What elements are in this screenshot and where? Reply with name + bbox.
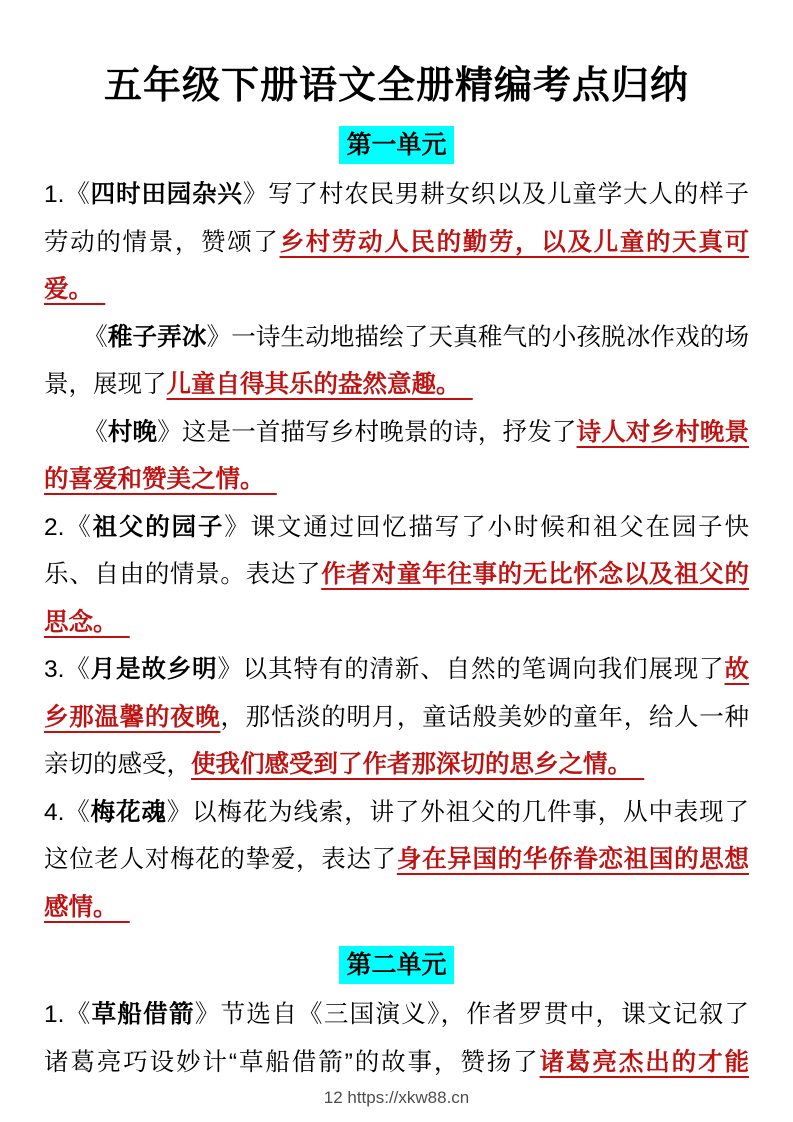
book-title-text: 四时田园杂兴 [90,181,243,208]
key-point-text: 作者对童年往事的无比怀念以及祖父的 [321,561,750,588]
text-line [44,836,749,884]
book-title-text: 月是故乡明 [90,656,218,683]
text-line [44,171,749,219]
body-text: 亲切的感受， [44,751,191,778]
document-body [44,126,749,1086]
text-line [44,694,749,742]
body-text: 《 [83,323,108,351]
key-point-text: 乡村劳动人民的勤劳，以及儿童的天真可 [279,228,750,256]
text-line [44,456,749,504]
body-text: 《 [83,418,108,446]
body-text: 》节选自《三国演义》，作者罗贯中，课文记叙了 [194,1001,750,1028]
text-line [44,991,749,1039]
body-text: 》这是一首描写乡村晚景的诗，抒发了 [157,418,577,446]
text-line [44,361,749,409]
text-line [44,409,749,457]
text-line [44,884,749,932]
key-point-text: 感情。 [44,893,130,921]
body-text: 这位老人对梅花的挚爱，表达了 [44,846,397,873]
body-text: 》以其特有的清新、自然的笔调向我们展现了 [217,656,725,683]
key-point-text: 诗人对乡村晚景 [576,418,750,446]
book-title-text: 祖父的园子 [92,513,225,541]
text-line [44,789,749,837]
text-line [44,266,749,314]
key-point-text: 的喜爱和赞美之情。 [44,466,277,493]
body-text: 劳动的情景，赞颂了 [44,228,280,256]
text-line [44,741,749,789]
book-title-text: 村晚 [107,418,158,446]
key-point-text: 诸葛亮杰出的才能 [539,1048,749,1076]
body-text: 诸葛亮巧设妙计“草船借箭”的故事，赞扬了 [44,1048,540,1076]
body-text: 》课文通过回忆描写了小时候和祖父在园子快 [224,513,750,541]
key-point-text: 故 [724,656,750,683]
key-point-text: 乡那温馨的夜晚 [44,703,221,731]
body-text: 4.《 [44,798,91,826]
body-text: 3.《 [44,656,91,683]
key-point-text: 使我们感受到了作者那深切的思乡之情。 [191,751,645,778]
body-text: 》写了村农民男耕女织以及儿童学大人的样子 [242,181,750,208]
book-title-text: 梅花魂 [90,798,167,826]
section-heading [44,946,749,988]
text-line [44,504,749,552]
body-text: 2.《 [44,513,93,541]
section-heading-label: 第一单元 [339,126,453,164]
text-line [44,646,749,694]
section-heading [44,126,749,168]
text-line [44,314,749,362]
body-text: ，那恬淡的明月，童话般美妙的童年，给人一种 [220,703,750,731]
body-text: 乐、自由的情景。表达了 [44,561,322,588]
text-line [44,1039,749,1087]
text-line [44,551,749,599]
body-text: 1.《 [44,181,91,208]
key-point-text: 爱。 [44,276,106,303]
body-text: 景，展现了 [44,371,167,398]
text-line [44,219,749,267]
body-text: 1.《 [44,1001,92,1028]
body-text: 》一诗生动地描绘了天真稚气的小孩脱冰作戏的场 [206,323,750,351]
body-text: 》以梅花为线索，讲了外祖父的几件事，从中表现了 [166,798,750,826]
page-title: 五年级下册语文全册精编考点归纳 [103,65,689,107]
key-point-text: 思念。 [44,608,130,636]
section-heading-label: 第二单元 [339,946,453,984]
book-title-text: 稚子弄冰 [107,323,207,351]
text-line [44,599,749,647]
page-number-and-url: 12 https://xkw88.cn [323,1088,470,1107]
key-point-text: 儿童自得其乐的盎然意趣。 [166,371,473,398]
book-title-text: 草船借箭 [91,1001,195,1028]
key-point-text: 身在异国的华侨眷恋祖国的思想 [396,846,750,873]
